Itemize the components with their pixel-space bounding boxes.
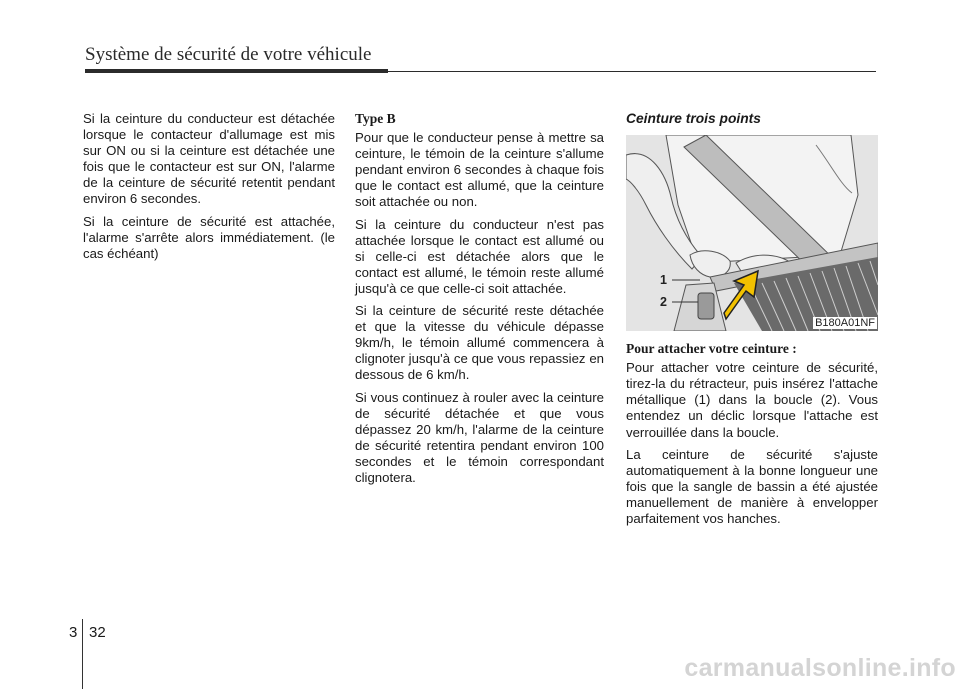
paragraph: Si la ceinture du conducteur n'est pas attachée lorsque le contact est allumé ou si celle-ci est détachée alors que le contact est allumé, le témoin reste allumé jusqu'à ce que celle-ci soit attachée. [355, 216, 604, 296]
figure-code: B180A01NF [815, 317, 875, 330]
page-number: 32 [89, 624, 106, 641]
header-rule [85, 69, 388, 73]
subheading-type-b: Type B [355, 111, 396, 126]
paragraph: La ceinture de sécurité s'ajuste automatiquement à la bonne longueur une fois que la sangle de bassin a été ajustée manuellement de manière à envelopper parfaitement vos hanches. [626, 446, 878, 527]
section-title: Ceinture trois points [626, 111, 761, 126]
column-2 [355, 111, 604, 492]
paragraph: Pour que le conducteur pense à mettre sa ceinture, le témoin de la ceinture s'allume pendant environ 6 secondes à chaque fois que le contact est allumé, que la ceinture soit attachée ou non. [355, 130, 604, 210]
paragraph: Si la ceinture du conducteur est détachée lorsque le contacteur d'allumage est mis sur ON ou si la ceinture est détachée une fois que le contacteur est sur ON, l'alarme de la ceinture de sécurité retentit pendant environ 6 secondes. [83, 111, 335, 207]
paragraph: Pour attacher votre ceinture de sécurité, tirez-la du rétracteur, puis insérez l'attache métallique (1) dans la boucle (2). Vous entendez un déclic lorsque l'attache est verrouillée dans la boucle. [626, 360, 878, 440]
watermark: carmanualsonline.info [684, 654, 956, 682]
seatbelt-illustration [626, 135, 878, 331]
column-1 [83, 111, 335, 268]
paragraph: Si vous continuez à rouler avec la ceinture de sécurité détachée et que vous dépassez 20 km/h, l'alarme de la ceinture de sécurité retentira pendant environ 100 secondes et le témoin correspondant clignotera. [355, 389, 604, 485]
page-header-title: Système de sécurité de votre véhicule [85, 44, 372, 65]
paragraph: Si la ceinture de sécurité est attachée, l'alarme s'arrête alors immédiatement. (le cas échéant) [83, 213, 335, 261]
chapter-number: 3 [69, 624, 78, 641]
paragraph: Si la ceinture de sécurité reste détachée et que la vitesse du véhicule dépasse 9km/h, le témoin allumé commencera à clignoter jusqu'à ce que vous repassiez en dessous de 6 km/h. [355, 303, 604, 383]
column-3 [626, 111, 878, 533]
subheading-attach: Pour attacher votre ceinture : [626, 341, 797, 357]
callout-1: 1 [660, 273, 667, 288]
footer-separator [82, 619, 83, 689]
header-rule-thin [388, 71, 876, 72]
callout-2: 2 [660, 295, 667, 310]
